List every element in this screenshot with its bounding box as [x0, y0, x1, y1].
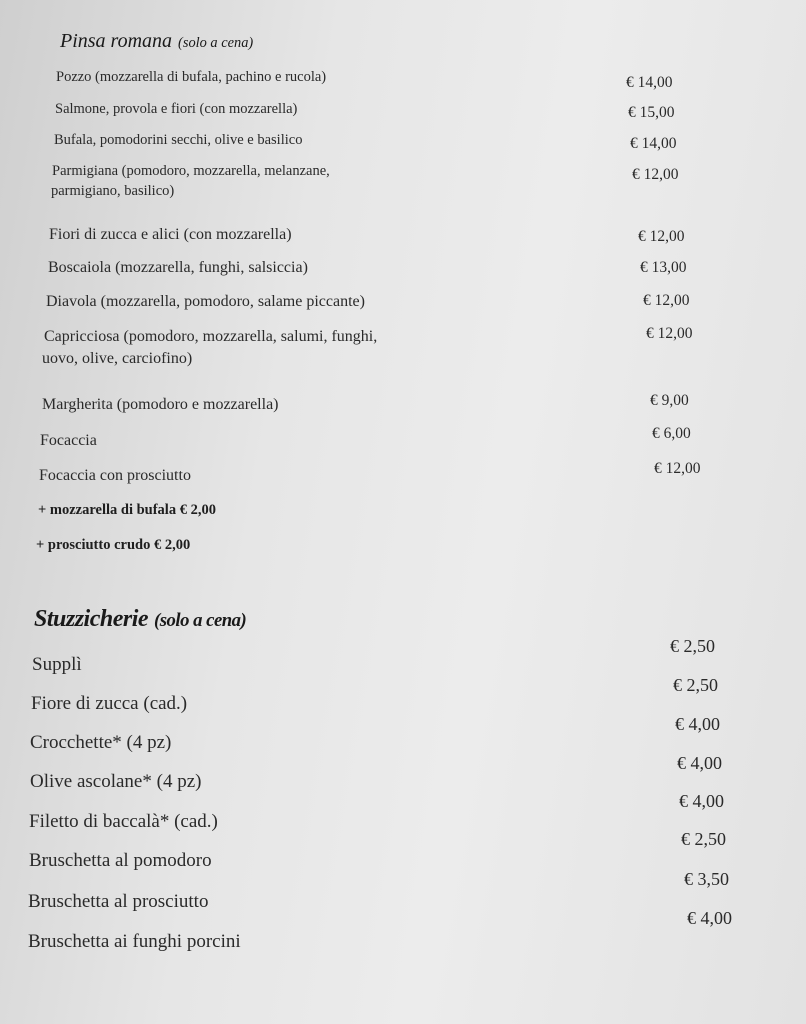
menu-item-name: Capricciosa (pomodoro, mozzarella, salumi, funghi,	[44, 328, 378, 345]
menu-item-price: € 12,00	[654, 460, 701, 477]
menu-item-name: Crocchette* (4 pz)	[30, 732, 172, 753]
menu-item-price: € 6,00	[652, 425, 691, 442]
menu-item-name: Bruschetta al prosciutto	[28, 891, 209, 912]
menu-item-name: Bufala, pomodorini secchi, olive e basilico	[54, 132, 303, 148]
stuzzicherie-heading	[34, 606, 246, 633]
menu-item-name: Bruschetta ai funghi porcini	[28, 931, 241, 952]
menu-item-price: € 12,00	[632, 166, 679, 183]
pinsa-subtitle: (solo a cena)	[178, 35, 254, 51]
menu-item-price: € 9,00	[650, 392, 689, 409]
menu-item-price: € 12,00	[643, 292, 690, 309]
menu-item-name: Filetto di baccalà* (cad.)	[29, 811, 218, 832]
menu-item-price: € 15,00	[628, 104, 675, 121]
menu-item-name-cont: uovo, olive, carciofino)	[42, 350, 193, 367]
menu-item-name: Supplì	[32, 654, 82, 675]
menu-item-name: Pozzo (mozzarella di bufala, pachino e rucola)	[56, 69, 327, 85]
menu-item-name: Boscaiola (mozzarella, funghi, salsiccia)	[48, 259, 308, 276]
stuzzicherie-title: Stuzzicherie	[34, 606, 149, 632]
menu-item-name: Margherita (pomodoro e mozzarella)	[42, 396, 279, 413]
stuzzicherie-subtitle: (solo a cena)	[154, 610, 247, 631]
menu-item-price: € 4,00	[687, 908, 732, 928]
menu-item-price: € 3,50	[684, 869, 729, 889]
menu-item-name: Focaccia	[40, 432, 97, 449]
menu-item-name: Fiore di zucca (cad.)	[31, 693, 188, 714]
menu-item-price: € 14,00	[630, 135, 677, 152]
menu-item-name: Focaccia con prosciutto	[39, 467, 191, 484]
menu-item-name: Bruschetta al pomodoro	[29, 850, 212, 871]
menu-item-name: Salmone, provola e fiori (con mozzarella)	[55, 101, 298, 117]
menu-item-price: € 4,00	[677, 753, 722, 773]
menu-item-name: Parmigiana (pomodoro, mozzarella, melanzane,	[52, 163, 330, 179]
menu-item-name: Diavola (mozzarella, pomodoro, salame piccante)	[46, 293, 365, 310]
menu-item-price: € 12,00	[646, 325, 693, 342]
menu-item-price: € 2,50	[670, 636, 715, 656]
menu-item-name-cont: parmigiano, basilico)	[51, 183, 175, 199]
menu-item-price: € 2,50	[673, 675, 718, 695]
menu-item-name: Olive ascolane* (4 pz)	[30, 771, 202, 792]
menu-item-price: € 4,00	[679, 791, 724, 811]
menu-item-price: € 14,00	[626, 74, 673, 91]
extra-option: + prosciutto crudo € 2,00	[36, 537, 191, 553]
menu-item-price: € 13,00	[640, 259, 687, 276]
pinsa-heading	[60, 30, 253, 53]
menu-item-price: € 4,00	[675, 714, 720, 734]
extra-option: + mozzarella di bufala € 2,00	[38, 502, 216, 518]
menu-item-price: € 12,00	[638, 228, 685, 245]
menu-item-price: € 2,50	[681, 829, 726, 849]
pinsa-title: Pinsa romana	[60, 30, 173, 52]
menu-item-name: Fiori di zucca e alici (con mozzarella)	[49, 226, 292, 243]
